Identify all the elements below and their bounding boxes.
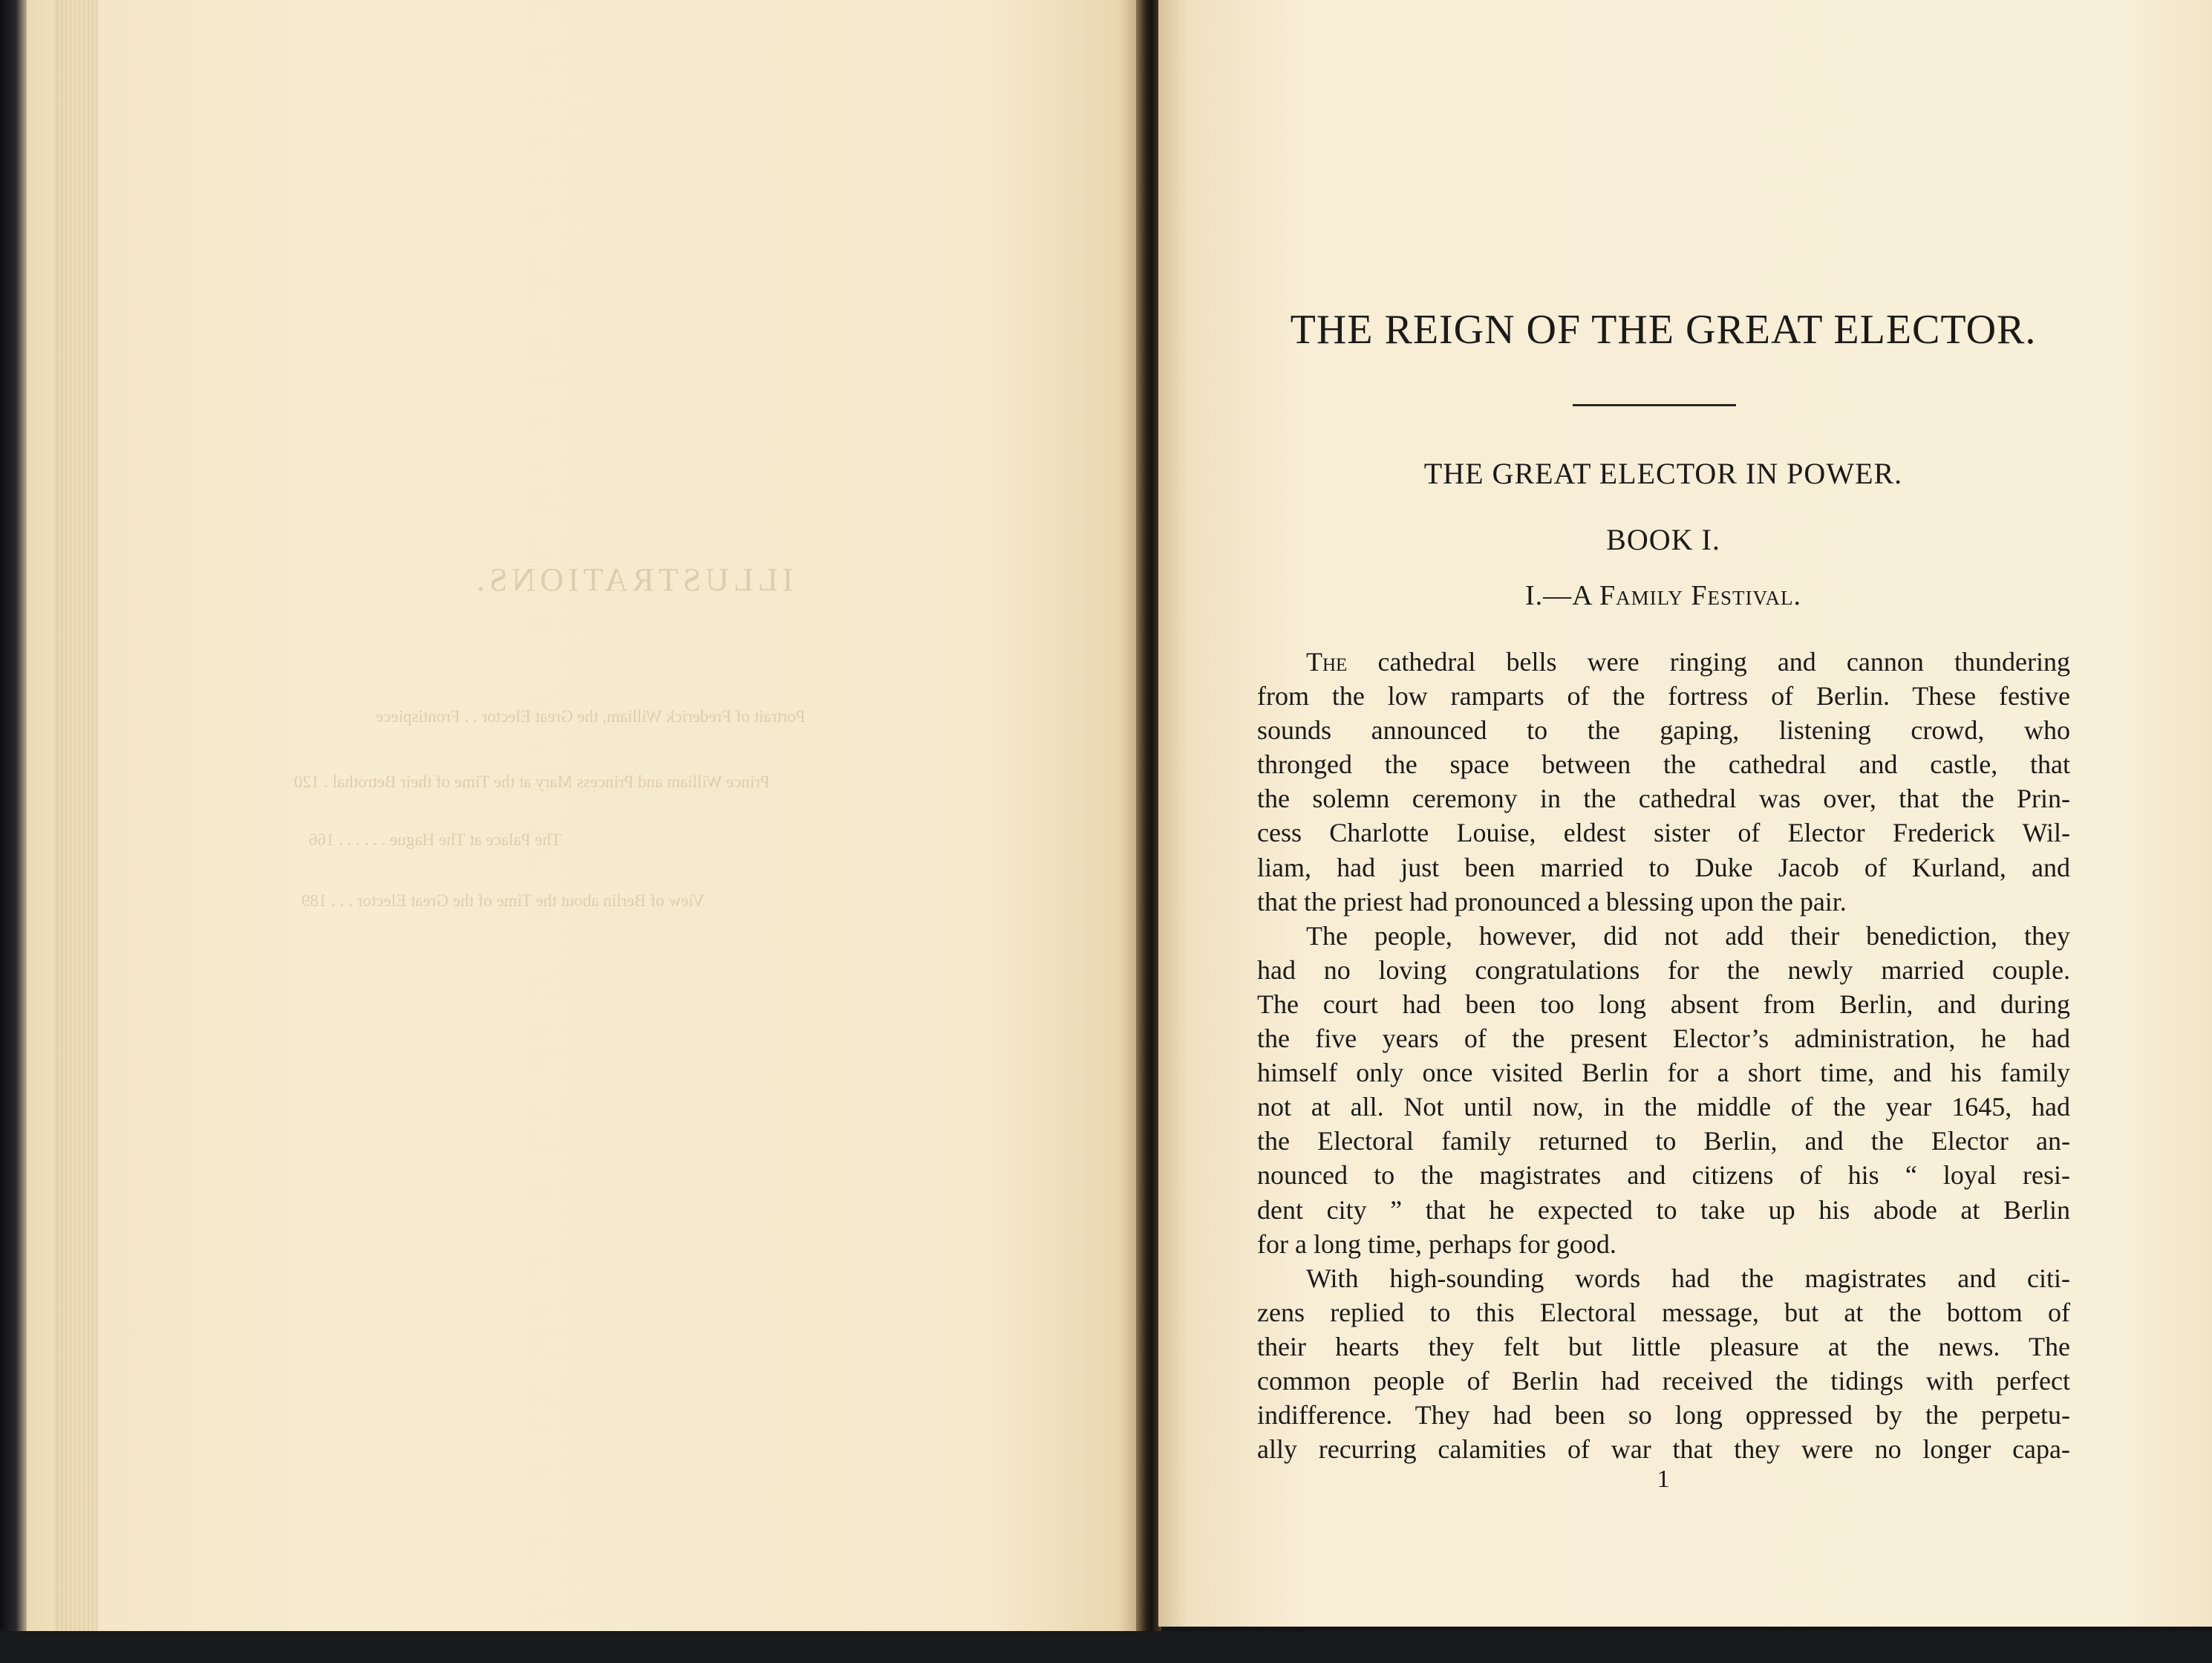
text-line: for a long time, perhaps for good. xyxy=(1257,1228,1616,1259)
text-line: himself only once visited Berlin for a short time, and his family xyxy=(1257,1058,2070,1088)
text-line: liam, had just been married to Duke Jacob of Kurland, and xyxy=(1257,852,2070,882)
text-line: not at all. Not until now, in the middle of the year 1645, had xyxy=(1257,1092,2070,1122)
book-gutter xyxy=(1136,0,1161,1649)
left-page xyxy=(27,0,1145,1634)
text-line: the five years of the present Elector’s administration, he had xyxy=(1257,1023,2070,1054)
text-line: The court had been too long absent from Berlin, and during xyxy=(1257,989,2070,1019)
scan-background-band xyxy=(0,1631,2212,1663)
text-line: the solemn ceremony in the cathedral was over, that the Prin- xyxy=(1257,784,2070,814)
book-number: BOOK I. xyxy=(1606,523,1720,556)
text-line: With high-sounding words had the magistrates and citi- xyxy=(1306,1263,2070,1293)
section-heading: THE GREAT ELECTOR IN POWER. xyxy=(1423,457,1903,490)
text-line: thronged the space between the cathedral and castle, that xyxy=(1257,749,2070,780)
text-line: nounced to the magistrates and citizens of his “ loyal resi- xyxy=(1257,1160,2070,1191)
text-line: that the priest had pronounced a blessing upon the pair. xyxy=(1257,886,1847,917)
bleed-through-line: The Palace at The Hague . . . . . . 166 xyxy=(309,830,561,849)
drop-lead-word: The xyxy=(1306,647,1348,677)
text-line: common people of Berlin had received the tidings with perfect xyxy=(1257,1365,2070,1396)
text-line: their hearts they felt but little pleasure at the news. The xyxy=(1257,1331,2070,1361)
text-line: sounds announced to the gaping, listening crowd, who xyxy=(1257,715,2070,746)
text-line: from the low ramparts of the fortress of Berlin. These festive xyxy=(1257,681,2070,712)
text-line: cess Charlotte Louise, eldest sister of Elector Frederick Wil- xyxy=(1257,818,2070,848)
text-line: the Electoral family returned to Berlin, and the Elector an- xyxy=(1257,1126,2070,1156)
book-cover-edge xyxy=(0,0,27,1641)
chapter-title: I.—A Family Festival. xyxy=(1524,580,1802,611)
bleed-through-line: View of Berlin about the Time of the Great Elector . . . 189 xyxy=(301,891,705,910)
bleed-through-line: Prince William and Princess Mary at the Time of their Betrothal . 120 xyxy=(294,772,770,791)
text-line: The people, however, did not add their benediction, they xyxy=(1306,920,2070,951)
bleed-through-line: Portrait of Frederick William, the Great Elector . . Frontispiece xyxy=(376,707,806,726)
text-line: dent city ” that he expected to take up his abode at Berlin xyxy=(1257,1194,2070,1225)
text-line: had no loving congratulations for the newly married couple. xyxy=(1257,954,2070,985)
page-number: 1 xyxy=(1657,1465,1670,1493)
text-line: The cathedral bells were ringing and cannon thundering xyxy=(1306,647,2070,677)
body-text xyxy=(1257,645,2070,1466)
page-stack-edge xyxy=(53,0,98,1634)
text-line: indifference. They had been so long oppressed by the perpetu- xyxy=(1257,1400,2070,1431)
text-line: zens replied to this Electoral message, but at the bottom of xyxy=(1257,1297,2070,1327)
bleed-through-heading: ILLUSTRATIONS. xyxy=(472,562,794,598)
title-rule xyxy=(1573,404,1736,406)
book-title: THE REIGN OF THE GREAT ELECTOR. xyxy=(1290,307,2037,353)
text-line: ally recurring calamities of war that they were no longer capa- xyxy=(1257,1434,2070,1465)
